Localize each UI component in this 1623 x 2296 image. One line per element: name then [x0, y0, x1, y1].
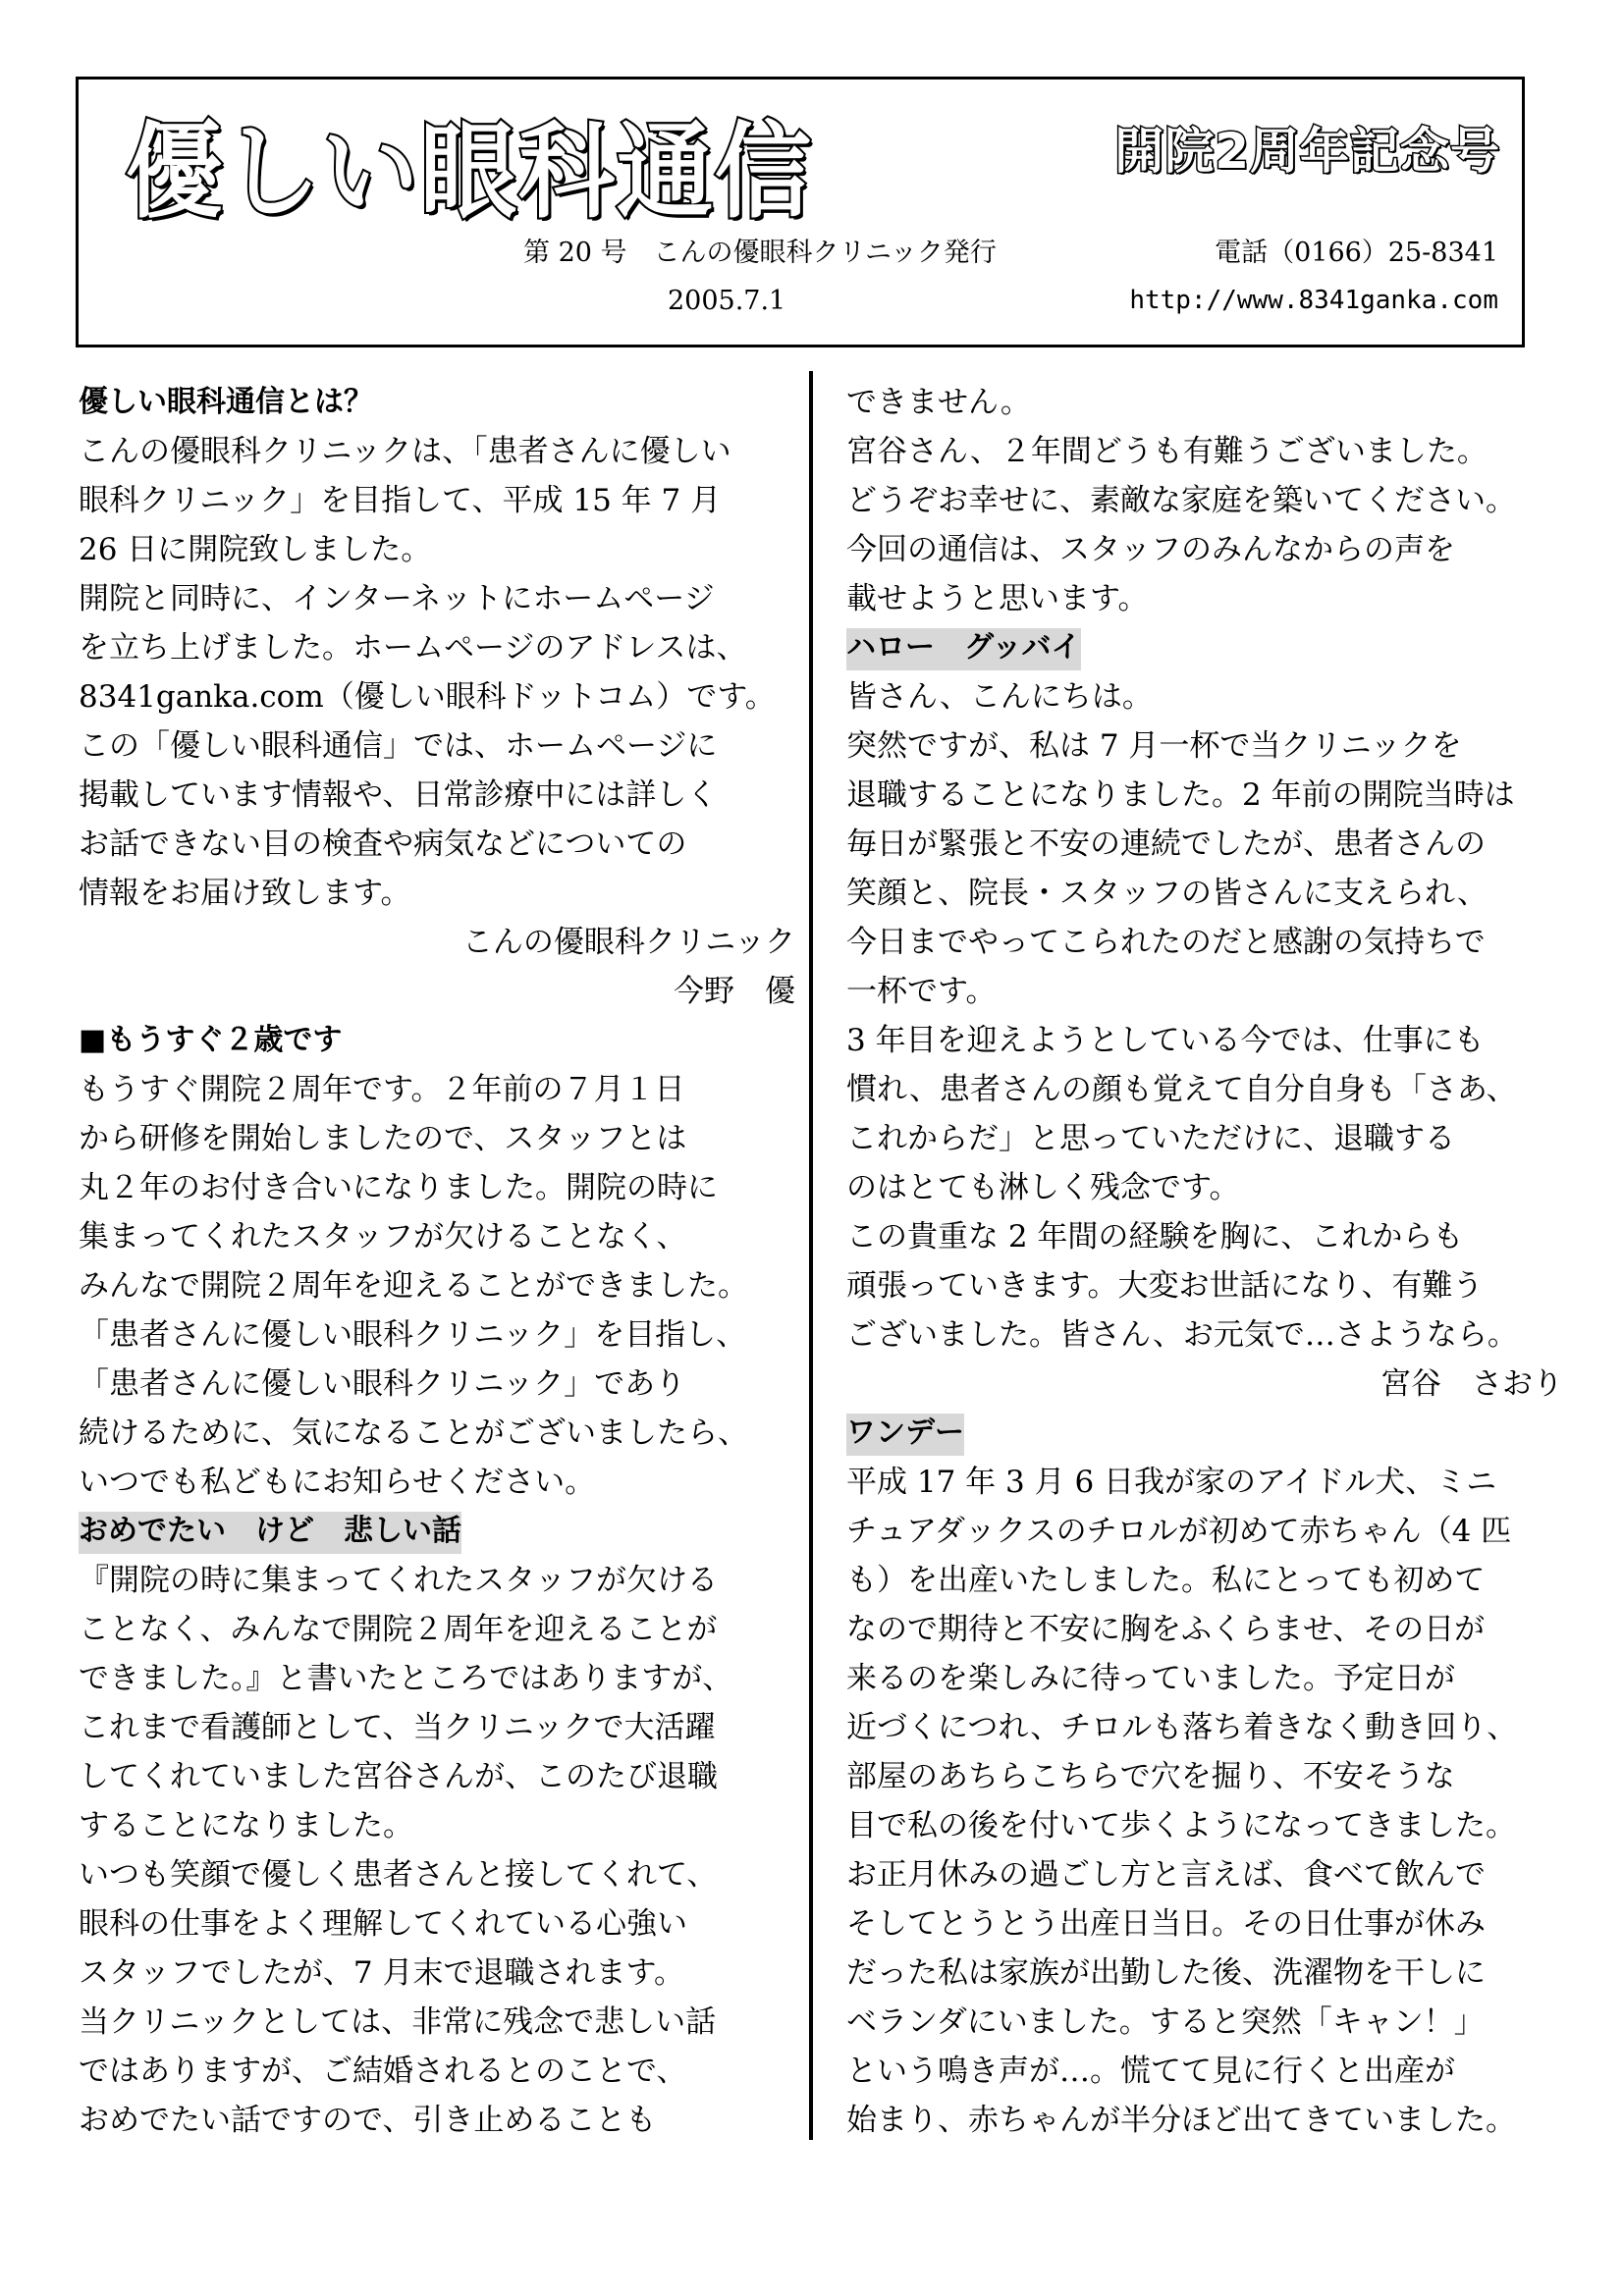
body-text-line: 3 年目を迎えようとしている今では、仕事にも: [846, 1023, 1485, 1058]
body-text-line: これからだ」と思っていただけに、退職する: [846, 1121, 1455, 1156]
newsletter-header: [76, 77, 1525, 347]
body-text-line: を立ち上げました。ホームページのアドレスは、: [79, 630, 747, 666]
body-text-line: だった私は家族が出勤した後、洗濯物を干しに: [846, 1955, 1486, 1991]
body-text-line: 『開院の時に集まってくれたスタッフが欠ける: [79, 1563, 718, 1598]
body-text-line: この「優しい眼科通信」では、ホームページに: [79, 728, 718, 764]
section-heading: ■もうすぐ２歳です: [79, 1023, 343, 1057]
body-text-line: 退職することになりました。2 年前の開院当時は: [846, 777, 1515, 813]
body-text-line: みんなで開院２周年を迎えることができました。: [79, 1268, 748, 1304]
body-text-line: 目で私の後を付いて歩くようになってきました。: [846, 1808, 1516, 1843]
body-text-line: いつでも私どもにお知らせください。: [79, 1465, 596, 1500]
heading-highlight: ハロー グッバイ: [846, 628, 1081, 670]
phone-number: 電話（0166）25-8341: [1215, 238, 1498, 268]
body-text-line: してくれていました宮谷さんが、このたび退職: [79, 1759, 718, 1794]
left-column: [79, 378, 795, 2145]
body-text-line: 来るのを楽しみに待っていました。予定日が: [846, 1661, 1455, 1696]
body-text-line: 情報をお届け致します。: [79, 876, 411, 911]
highlighted-section-heading: [79, 1507, 795, 1556]
body-text-line: 部屋のあちらこちらで穴を掘り、不安そうな: [846, 1759, 1455, 1794]
right-column: [846, 378, 1563, 2145]
body-text-line: そしてとうとう出産日当日。その日仕事が休み: [846, 1906, 1486, 1942]
body-text-line: できました。』と書いたところではありますが、: [79, 1661, 733, 1696]
body-text-line: もうすぐ開院２周年です。２年前の７月１日: [79, 1072, 685, 1107]
body-text-line: 8341ganka.com（優しい眼科ドットコム）です。: [79, 679, 776, 715]
body-text-line: 平成 17 年 3 月 6 日我が家のアイドル犬、ミニ: [846, 1465, 1497, 1500]
body-text-line: チュアダックスのチロルが初めて赤ちゃん（4 匹: [846, 1514, 1512, 1549]
body-text-line: 毎日が緊張と不安の連続でしたが、患者さんの: [846, 827, 1486, 862]
body-text-line: これまで看護師として、当クリニックで大活躍: [79, 1710, 716, 1745]
body-text-line: こんの優眼科クリニックは、「患者さんに優しい: [79, 434, 731, 469]
issue-date: 2005.7.1: [668, 286, 786, 316]
body-text-line: 一杯です。: [846, 974, 997, 1009]
body-text-line: という鳴き声が…。慌てて見に行くと出産が: [846, 2054, 1455, 2089]
issue-publisher: 第 20 号 こんの優眼科クリニック発行: [523, 238, 997, 268]
masthead-title: 優しい眼科通信: [126, 112, 814, 234]
body-text-line: 始まり、赤ちゃんが半分ほど出てきていました。: [846, 2103, 1516, 2138]
body-text-line: この貴重な 2 年間の経験を胸に、これからも: [846, 1219, 1464, 1255]
body-text-line: 当クリニックとしては、非常に残念で悲しい話: [79, 2004, 717, 2040]
body-text-line: ことなく、みんなで開院２周年を迎えることが: [79, 1612, 718, 1647]
body-text-line: から研修を開始しましたので、スタッフとは: [79, 1121, 687, 1156]
body-text-line: いつも笑顔で優しく患者さんと接してくれて、: [79, 1857, 718, 1893]
body-text-line: 「患者さんに優しい眼科クリニック」を目指し、: [79, 1317, 747, 1353]
body-text-line: 慣れ、患者さんの顔も覚えて自分自身も「さあ、: [846, 1072, 1517, 1107]
body-text-line: 眼科クリニック」を目指して、平成 15 年 7 月: [79, 483, 722, 518]
body-text-line: なので期待と不安に胸をふくらませ、その日が: [846, 1612, 1486, 1647]
body-text-line: 開院と同時に、インターネットにホームページ: [79, 581, 715, 616]
body-text-line: 宮谷さん、２年間どうも有難うございました。: [846, 434, 1488, 469]
body-text-line: 集まってくれたスタッフが欠けることなく、: [79, 1219, 687, 1255]
body-text-line: 26 日に開院致しました。: [79, 532, 432, 567]
body-text-line: 今回の通信は、スタッフのみんなからの声を: [846, 532, 1455, 567]
heading-highlight: おめでたい けど 悲しい話: [79, 1512, 461, 1554]
body-text-line: することになりました。: [79, 1808, 413, 1843]
body-text-line: ベランダにいました。すると突然「キャン！」: [846, 2004, 1485, 2040]
heading-highlight: ワンデー: [846, 1414, 964, 1456]
body-text-line: 載せようと思います。: [846, 581, 1149, 616]
anniversary-edition-label: 開院2周年記念号: [1114, 123, 1500, 180]
signature-line: 宮谷 さおり: [1380, 1366, 1563, 1402]
body-text-line: 丸２年のお付き合いになりました。開院の時に: [79, 1170, 718, 1205]
body-text-line: 眼科の仕事をよく理解してくれている心強い: [79, 1906, 687, 1942]
body-text-line: 頑張っていきます。大変お世話になり、有難う: [846, 1268, 1484, 1304]
section-heading: 優しい眼科通信とは？: [79, 385, 373, 419]
body-text-line: のはとても淋しく残念です。: [846, 1170, 1240, 1205]
signature-line: 今野 優: [674, 974, 795, 1009]
body-text-line: 笑顔と、院長・スタッフの皆さんに支えられ、: [846, 876, 1488, 911]
body-text-line: 掲載しています情報や、日常診療中には詳しく: [79, 777, 718, 813]
signature-line: こんの優眼科クリニック: [461, 925, 795, 960]
column-divider: [809, 371, 813, 2140]
website-url[interactable]: http://www.8341ganka.com: [1129, 286, 1498, 315]
body-text-line: 突然ですが、私は 7 月一杯で当クリニックを: [846, 728, 1462, 764]
body-text-line: できません。: [846, 385, 1031, 420]
body-text-line: どうぞお幸せに、素敵な家庭を築いてください。: [846, 483, 1516, 518]
body-text-line: お話できない目の検査や病気などについての: [79, 827, 687, 862]
body-text-line: 皆さん、こんにちは。: [846, 679, 1153, 715]
body-text-line: 「患者さんに優しい眼科クリニック」であり: [79, 1366, 686, 1402]
highlighted-section-heading: [846, 623, 1563, 672]
body-text-line: スタッフでしたが、7 月末で退職されます。: [79, 1955, 685, 1991]
body-text-line: 続けるために、気になることがございましたら、: [79, 1415, 748, 1451]
body-text-line: ではありますが、ご結婚されるとのことで、: [79, 2054, 687, 2089]
highlighted-section-heading: [846, 1409, 1563, 1458]
body-text-line: も）を出産いたしました。私にとっても初めて: [846, 1563, 1486, 1598]
body-text-line: お正月休みの過ごし方と言えば、食べて飲んで: [846, 1857, 1486, 1893]
body-text-line: 近づくにつれ、チロルも落ち着きなく動き回り、: [846, 1710, 1518, 1745]
body-text-line: 今日までやってこられたのだと感謝の気持ちで: [846, 925, 1486, 960]
body-text-line: ございました。皆さん、お元気で…さようなら。: [846, 1317, 1518, 1353]
body-text-line: おめでたい話ですので、引き止めることも: [79, 2103, 657, 2138]
